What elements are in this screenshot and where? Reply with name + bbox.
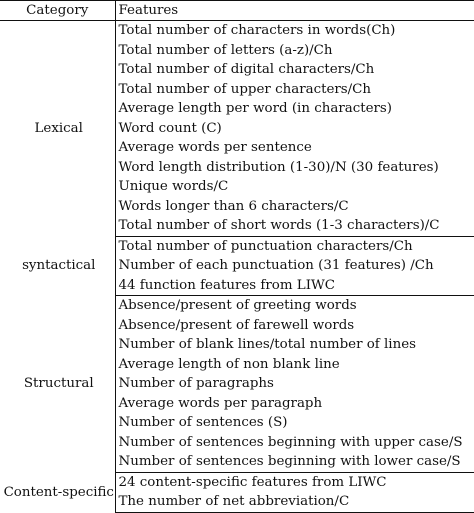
header-row: [0, 1, 474, 21]
feature-cell: Average words per sentence: [118, 140, 312, 156]
table-header: [0, 1, 474, 21]
category-cell: syntactical: [0, 236, 115, 296]
feature-cell: 44 function features from LIWC: [115, 276, 474, 296]
category-cell: Lexical: [0, 21, 115, 237]
feature-cell: Average words per paragraph: [118, 395, 323, 411]
feature-cell: Total number of punctuation characters/Ch: [118, 238, 413, 254]
feature-cell: Number of paragraphs: [118, 376, 274, 392]
feature-cell: Word count (C): [118, 120, 222, 136]
feature-cell: Total number of short words (1-3 characters)/C: [115, 216, 474, 236]
feature-cell: Total number of characters in words(Ch): [118, 23, 396, 39]
feature-cell: Unique words/C: [118, 179, 229, 195]
table-row: [0, 472, 474, 492]
feature-cell: Total number of letters (a-z)/Ch: [118, 42, 333, 58]
feature-cell: Absence/present of farewell words: [118, 317, 355, 333]
feature-cell: Total number of upper characters/Ch: [118, 81, 372, 97]
category-cell: Content-specific: [0, 472, 115, 512]
feature-cell: Absence/present of greeting words: [118, 298, 357, 314]
features-column-header: Features: [115, 1, 474, 21]
feature-cell: Number of sentences (S): [118, 415, 288, 431]
feature-cell: Words longer than 6 characters/C: [118, 198, 349, 214]
table-row: [0, 236, 474, 256]
feature-cell: 24 content-specific features from LIWC: [118, 474, 387, 490]
feature-cell: The number of net abbreviation/C: [115, 492, 474, 512]
table-row: [0, 21, 474, 41]
feature-cell: Number of sentences beginning with upper case/S: [118, 434, 463, 450]
feature-cell: Average length per word (in characters): [118, 101, 393, 117]
category-cell: Structural: [0, 296, 115, 473]
category-column-header: Category: [0, 1, 115, 21]
feature-cell: Number of each punctuation (31 features) /Ch: [118, 258, 434, 274]
table-body: [0, 21, 474, 513]
feature-cell: Average length of non blank line: [118, 356, 340, 372]
table-row: [0, 296, 474, 316]
feature-cell: Number of blank lines/total number of lines: [118, 337, 417, 353]
feature-cell: Total number of digital characters/Ch: [118, 62, 375, 78]
feature-cell: Number of sentences beginning with lower case/S: [115, 452, 474, 472]
feature-cell: Word length distribution (1-30)/N (30 features): [118, 159, 439, 175]
